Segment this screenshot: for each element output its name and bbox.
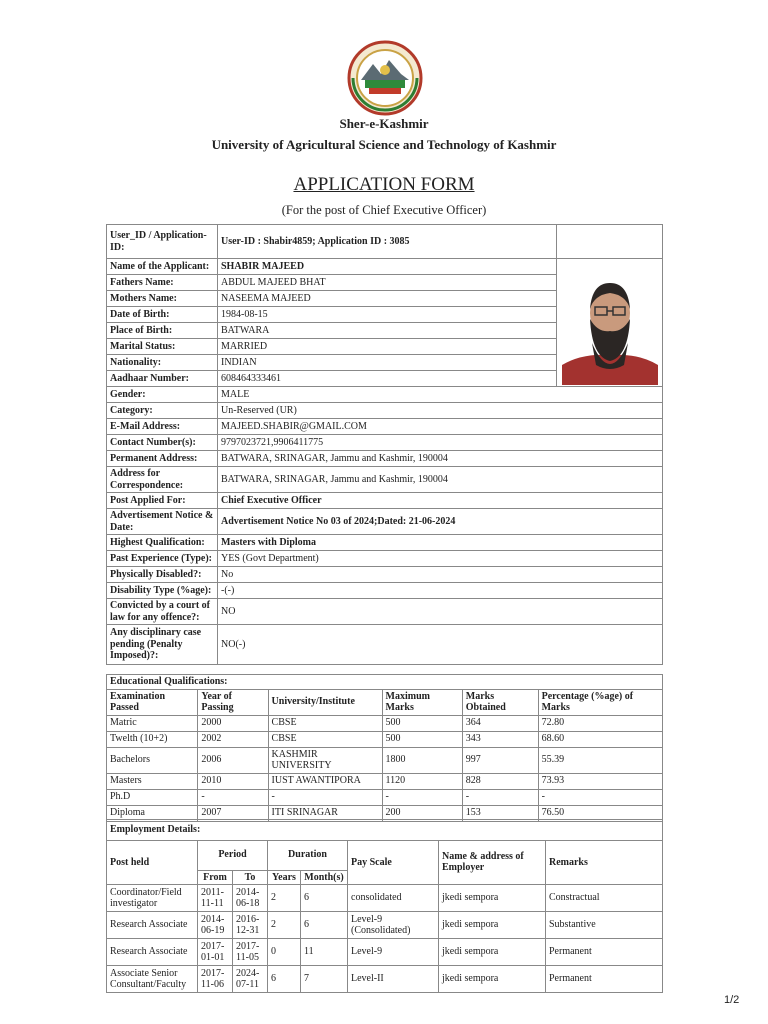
field-label: Past Experience (Type): xyxy=(107,551,218,567)
field-value: 1984-08-15 xyxy=(218,307,557,323)
field-value: BATWARA, SRINAGAR, Jammu and Kashmir, 190004 xyxy=(218,467,663,493)
employment-cell: jkedi sempora xyxy=(439,939,546,966)
employment-cell: Level-9 (Consolidated) xyxy=(348,912,439,939)
employment-cell: 2 xyxy=(268,912,301,939)
education-cell: 997 xyxy=(462,747,538,773)
applicant-row xyxy=(107,599,663,625)
emp-header-years: Years xyxy=(268,870,301,885)
employment-cell: 2 xyxy=(268,885,301,912)
applicant-row xyxy=(107,225,663,259)
applicant-row xyxy=(107,509,663,535)
edu-header-university: University/Institute xyxy=(268,689,382,715)
applicant-row xyxy=(107,493,663,509)
field-label: Place of Birth: xyxy=(107,323,218,339)
field-label: Post Applied For: xyxy=(107,493,218,509)
employment-cell: Level-9 xyxy=(348,939,439,966)
university-name: University of Agricultural Science and Technology of Kashmir xyxy=(211,137,557,152)
education-cell: 72.80 xyxy=(538,715,662,731)
employment-cell: jkedi sempora xyxy=(439,885,546,912)
employment-row xyxy=(107,885,663,912)
edu-header-marks-obtained: Marks Obtained xyxy=(462,689,538,715)
employment-cell: Substantive xyxy=(546,912,663,939)
employment-cell: 2014-06-18 xyxy=(233,885,268,912)
field-label: Marital Status: xyxy=(107,339,218,355)
field-value: YES (Govt Department) xyxy=(218,551,663,567)
education-cell: KASHMIR UNIVERSITY xyxy=(268,747,382,773)
emp-header-duration: Duration xyxy=(268,840,348,870)
field-label: Nationality: xyxy=(107,355,218,371)
applicant-row xyxy=(107,259,663,275)
applicant-photo xyxy=(562,261,658,385)
applicant-row xyxy=(107,535,663,551)
applicant-row xyxy=(107,403,663,419)
employment-cell: 2024-07-11 xyxy=(233,966,268,993)
field-label: Physically Disabled?: xyxy=(107,567,218,583)
employment-cell: Permanent xyxy=(546,939,663,966)
field-label: Any disciplinary case pending (Penalty Imposed)?: xyxy=(107,625,218,665)
emp-header-to: To xyxy=(233,870,268,885)
education-cell: - xyxy=(538,789,662,805)
field-label: Mothers Name: xyxy=(107,291,218,307)
field-value: Un-Reserved (UR) xyxy=(218,403,663,419)
field-label: Address for Correspondence: xyxy=(107,467,218,493)
employment-row xyxy=(107,939,663,966)
field-value: MAJEED.SHABIR@GMAIL.COM xyxy=(218,419,663,435)
applicant-row xyxy=(107,567,663,583)
field-label: Convicted by a court of law for any offence?: xyxy=(107,599,218,625)
applicant-row xyxy=(107,583,663,599)
employment-cell: 2011-11-11 xyxy=(198,885,233,912)
employment-cell: 2017-11-06 xyxy=(198,966,233,993)
employment-cell: Coordinator/Field investigator xyxy=(107,885,198,912)
field-value: Advertisement Notice No 03 of 2024;Dated: 21-06-2024 xyxy=(218,509,663,535)
education-cell: 500 xyxy=(382,731,462,747)
employment-cell: Research Associate xyxy=(107,912,198,939)
education-row xyxy=(107,747,663,773)
education-cell: 2010 xyxy=(198,773,268,789)
emp-header-period: Period xyxy=(198,840,268,870)
field-label: Highest Qualification: xyxy=(107,535,218,551)
field-value: MARRIED xyxy=(218,339,557,355)
form-title: APPLICATION FORM xyxy=(293,174,475,195)
employment-cell: jkedi sempora xyxy=(439,966,546,993)
employment-cell: 2017-01-01 xyxy=(198,939,233,966)
field-label: Aadhaar Number: xyxy=(107,371,218,387)
education-cell: Diploma xyxy=(107,805,198,821)
education-cell: Ph.D xyxy=(107,789,198,805)
field-value: BATWARA xyxy=(218,323,557,339)
field-value: NO xyxy=(218,599,663,625)
applicant-details-table xyxy=(106,224,663,665)
employment-cell: Associate Senior Consultant/Faculty xyxy=(107,966,198,993)
field-value: -(-) xyxy=(218,583,663,599)
employment-cell: 6 xyxy=(301,912,348,939)
emp-header-from: From xyxy=(198,870,233,885)
employment-row xyxy=(107,966,663,993)
employment-row xyxy=(107,912,663,939)
emp-header-pay-scale: Pay Scale xyxy=(348,840,439,885)
field-value: MALE xyxy=(218,387,663,403)
employment-cell: jkedi sempora xyxy=(439,912,546,939)
emp-header-months: Month(s) xyxy=(301,870,348,885)
edu-header-max-marks: Maximum Marks xyxy=(382,689,462,715)
employment-cell: 2014-06-19 xyxy=(198,912,233,939)
applicant-row xyxy=(107,451,663,467)
education-cell: CBSE xyxy=(268,715,382,731)
applicant-row xyxy=(107,419,663,435)
field-label: Date of Birth: xyxy=(107,307,218,323)
education-row xyxy=(107,731,663,747)
field-label: Permanent Address: xyxy=(107,451,218,467)
employment-section-title: Employment Details: xyxy=(107,820,663,841)
education-cell: - xyxy=(462,789,538,805)
education-cell: CBSE xyxy=(268,731,382,747)
field-label: E-Mail Address: xyxy=(107,419,218,435)
applicant-row xyxy=(107,551,663,567)
education-cell: - xyxy=(268,789,382,805)
field-value: Chief Executive Officer xyxy=(218,493,663,509)
education-cell: Masters xyxy=(107,773,198,789)
employment-cell: 2016-12-31 xyxy=(233,912,268,939)
applicant-row xyxy=(107,387,663,403)
education-cell: 364 xyxy=(462,715,538,731)
education-table xyxy=(106,674,663,822)
field-label: Fathers Name: xyxy=(107,275,218,291)
employment-cell: 6 xyxy=(268,966,301,993)
applicant-row xyxy=(107,625,663,665)
form-subtitle: (For the post of Chief Executive Officer) xyxy=(281,203,487,217)
education-cell: 500 xyxy=(382,715,462,731)
field-value: 9797023721,9906411775 xyxy=(218,435,663,451)
emp-header-post: Post held xyxy=(107,840,198,885)
field-value: Masters with Diploma xyxy=(218,535,663,551)
education-cell: 2002 xyxy=(198,731,268,747)
education-cell: 828 xyxy=(462,773,538,789)
education-cell: Matric xyxy=(107,715,198,731)
field-label: Gender: xyxy=(107,387,218,403)
education-cell: 200 xyxy=(382,805,462,821)
employment-cell: Research Associate xyxy=(107,939,198,966)
field-value: NO(-) xyxy=(218,625,663,665)
education-cell: 68.60 xyxy=(538,731,662,747)
applicant-photo-cell xyxy=(557,259,663,387)
employment-cell: 11 xyxy=(301,939,348,966)
employment-cell: Constractual xyxy=(546,885,663,912)
field-value: User-ID : Shabir4859; Application ID : 3085 xyxy=(218,225,557,259)
employment-cell: 0 xyxy=(268,939,301,966)
education-row xyxy=(107,715,663,731)
photo-cell-top xyxy=(557,225,663,259)
field-value: BATWARA, SRINAGAR, Jammu and Kashmir, 190004 xyxy=(218,451,663,467)
education-cell: 1120 xyxy=(382,773,462,789)
edu-header-year: Year of Passing xyxy=(198,689,268,715)
page-number: 1/2 xyxy=(724,994,740,1006)
field-value: No xyxy=(218,567,663,583)
education-cell: - xyxy=(198,789,268,805)
education-row xyxy=(107,789,663,805)
field-label: Name of the Applicant: xyxy=(107,259,218,275)
field-value: 608464333461 xyxy=(218,371,557,387)
emp-header-employer: Name & address of Employer xyxy=(439,840,546,885)
education-cell: - xyxy=(382,789,462,805)
employment-table xyxy=(106,819,663,993)
education-cell: Bachelors xyxy=(107,747,198,773)
applicant-row xyxy=(107,435,663,451)
education-cell: 2007 xyxy=(198,805,268,821)
field-label: Contact Number(s): xyxy=(107,435,218,451)
education-cell: ITI SRINAGAR xyxy=(268,805,382,821)
education-section-title: Educational Qualifications: xyxy=(107,675,663,690)
applicant-row xyxy=(107,467,663,493)
education-cell: Twelth (10+2) xyxy=(107,731,198,747)
field-value: NASEEMA MAJEED xyxy=(218,291,557,307)
education-row xyxy=(107,773,663,789)
education-cell: 2006 xyxy=(198,747,268,773)
employment-cell: 7 xyxy=(301,966,348,993)
education-cell: 76.50 xyxy=(538,805,662,821)
field-value: SHABIR MAJEED xyxy=(218,259,557,275)
employment-cell: 6 xyxy=(301,885,348,912)
emp-header-remarks: Remarks xyxy=(546,840,663,885)
education-cell: IUST AWANTIPORA xyxy=(268,773,382,789)
university-logo xyxy=(347,40,423,116)
field-value: ABDUL MAJEED BHAT xyxy=(218,275,557,291)
employment-cell: Level-II xyxy=(348,966,439,993)
education-cell: 343 xyxy=(462,731,538,747)
employment-cell: consolidated xyxy=(348,885,439,912)
education-cell: 2000 xyxy=(198,715,268,731)
field-value: INDIAN xyxy=(218,355,557,371)
employment-cell: 2017-11-05 xyxy=(233,939,268,966)
education-cell: 153 xyxy=(462,805,538,821)
institution-name: Sher-e-Kashmir xyxy=(339,116,429,131)
education-cell: 73.93 xyxy=(538,773,662,789)
education-cell: 1800 xyxy=(382,747,462,773)
education-cell: 55.39 xyxy=(538,747,662,773)
field-label: Category: xyxy=(107,403,218,419)
field-label: Advertisement Notice & Date: xyxy=(107,509,218,535)
field-label: Disability Type (%age): xyxy=(107,583,218,599)
edu-header-exam: Examination Passed xyxy=(107,689,198,715)
edu-header-percentage: Percentage (%age) of Marks xyxy=(538,689,662,715)
employment-cell: Permanent xyxy=(546,966,663,993)
field-label: User_ID / Application-ID: xyxy=(107,225,218,259)
